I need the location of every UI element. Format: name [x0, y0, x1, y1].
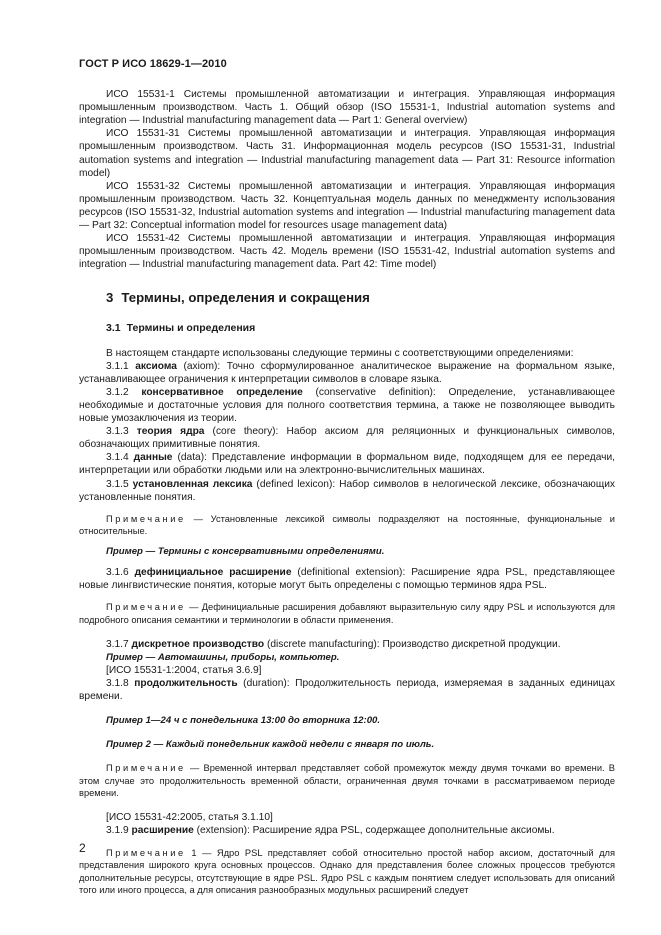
note-label: Примечание [106, 848, 186, 859]
term-name: продолжительность [134, 678, 238, 690]
example-duration-1: Пример 1—24 ч с понедельника 13:00 до вторника 12:00. [106, 715, 381, 727]
term-name: установленная лексика [132, 478, 253, 490]
note-extension-1: Примечание 1 — Ядро PSL представляет собой относительно простой набор аксиом, достаточный для представления широкого круга основных процессов. Однако для представления более сложных процессов требуются дополнительные ресурсы, отсутствующие в ядре PSL. Ядро PSL с каждым понятием следует использовать для описаний того или иного процесса, а для описания разнообразных модульных расширений следует [79, 848, 615, 895]
section-title: Термины, определения и сокращения [121, 290, 370, 306]
note-label: Примечание [106, 602, 186, 613]
term-defined-lexicon: 3.1.5 установленная лексика (defined lexicon): Набор символов в нелогической лексике, обозначающих установленные понятия. [79, 478, 615, 503]
reference-iso-15531-1: ИСО 15531-1 Системы промышленной автоматизации и интеграция. Управляющая информация промышленным производством. Часть 1. Общий обзор (ISO 15531-1, Industrial automation systems and integration — Industrial manufacturing management data — Part 1: General overview) [79, 89, 615, 127]
example-discrete-products: Пример — Автомашины, приборы, компьютер. [106, 651, 340, 663]
example-duration-2: Пример 2 — Каждый понедельник каждой недели с января по июль. [106, 739, 435, 751]
term-extension: 3.1.9 расширение (extension): Расширение ядра PSL, содержащее дополнительные аксиомы. [106, 825, 555, 837]
term-data: 3.1.4 данные (data): Представление информации в формальном виде, подходящем для ее передачи, интерпретации или обработки людьми или на электронно-вычислительных машинах. [79, 452, 616, 477]
note-definitional-extension: Примечание — Дефинициальные расширения добавляют выразительную силу ядру PSL и используются для подробного описания семантики и терминологии в области применения. [79, 602, 615, 625]
term-name: теория ядра [136, 426, 205, 438]
definitions-intro: В настоящем стандарте использованы следующие термины с соответствующими определениями: [106, 347, 574, 359]
document-header: ГОСТ Р ИСО 18629-1—2010 [79, 58, 227, 70]
page-number: 2 [79, 841, 86, 855]
subsection-number: 3.1 [106, 321, 121, 334]
term-name: дискретное производство [131, 638, 265, 650]
example-conservative-terms: Пример — Термины с консервативными определениями. [106, 546, 385, 558]
citation-iso-15531-42: [ИСО 15531-42:2005, статья 3.1.10] [106, 812, 273, 824]
reference-iso-15531-42: ИСО 15531-42 Системы промышленной автоматизации и интеграция. Управляющая информация промышленным производством. Часть 42. Модель времени (ISO 15531-42, Industrial automation systems and integration — Industrial manufacturing management data. Part 42: Time model) [79, 233, 615, 271]
term-name: дефинициальное расширение [134, 567, 292, 579]
term-definitional-extension: 3.1.6 дефинициальное расширение (definitional extension): Расширение ядра PSL, представляющее новые лингвистические понятия, которые могут быть определены с помощью терминов ядра PSL. [79, 567, 615, 592]
term-axiom: 3.1.1 аксиома (axiom): Точно сформулированное аналитическое выражение на формальном языке, устанавливающее ограничения к интерпретации символов в словаре языка. [79, 360, 615, 385]
subsection-title: Термины и определения [126, 321, 256, 334]
citation-iso-15531-1: [ИСО 15531-1:2004, статья 3.6.9] [106, 665, 262, 676]
note-defined-lexicon: Примечание — Установленные лексикой символы подразделяют на постоянные, функциональные и относительные. [79, 513, 615, 536]
reference-iso-15531-31: ИСО 15531-31 Системы промышленной автоматизации и интеграция. Управляющая информация промышленным производством. Часть 31. Информационная модель ресурсов (ISO 15531-31, Industrial automation systems and integration — Industrial manufacturing management data — Part 31: Resource information model) [79, 128, 615, 179]
note-label: Примечание [106, 763, 186, 774]
term-name: данные [133, 452, 173, 464]
note-time-interval: Примечание — Временной интервал представляет собой промежуток между двумя точками во времени. В этом случае это продолжительность временной области, ограниченная двумя точками в рассматриваемом периоде времени. [79, 763, 615, 798]
note-label: Примечание [106, 513, 186, 524]
term-name: консервативное определение [141, 386, 303, 398]
term-name: расширение [131, 825, 194, 837]
term-conservative-definition: 3.1.2 консервативное определение (conservative definition): Определение, устанавливающее необходимые и достаточные условия для полного соответствия термина, а также не позволяющее выводить новые умозаключения из теории. [79, 386, 615, 425]
term-discrete-manufacturing: 3.1.7 дискретное производство (discrete manufacturing): Производство дискретной продукции. [106, 638, 561, 650]
subsection-heading [106, 322, 615, 335]
term-name: аксиома [135, 360, 177, 372]
section-heading [106, 291, 615, 304]
term-duration: 3.1.8 продолжительность (duration): Продолжительность периода, измеряемая в заданных единицах времени. [79, 678, 615, 703]
term-core-theory: 3.1.3 теория ядра (core theory): Набор аксиом для реляционных и функциональных символов, обозначающих примитивные понятия. [79, 426, 615, 451]
reference-iso-15531-32: ИСО 15531-32 Системы промышленной автоматизации и интеграция. Управляющая информация промышленным производством. Часть 32. Концептуальная модель данных по менеджменту использования ресурсов (ISO 15531-32, Industrial automation systems and integration — Industrial manufacturing management data — Part 32: Conceptual information model for resources usage management data) [79, 180, 615, 232]
section-number: 3 [106, 290, 114, 306]
